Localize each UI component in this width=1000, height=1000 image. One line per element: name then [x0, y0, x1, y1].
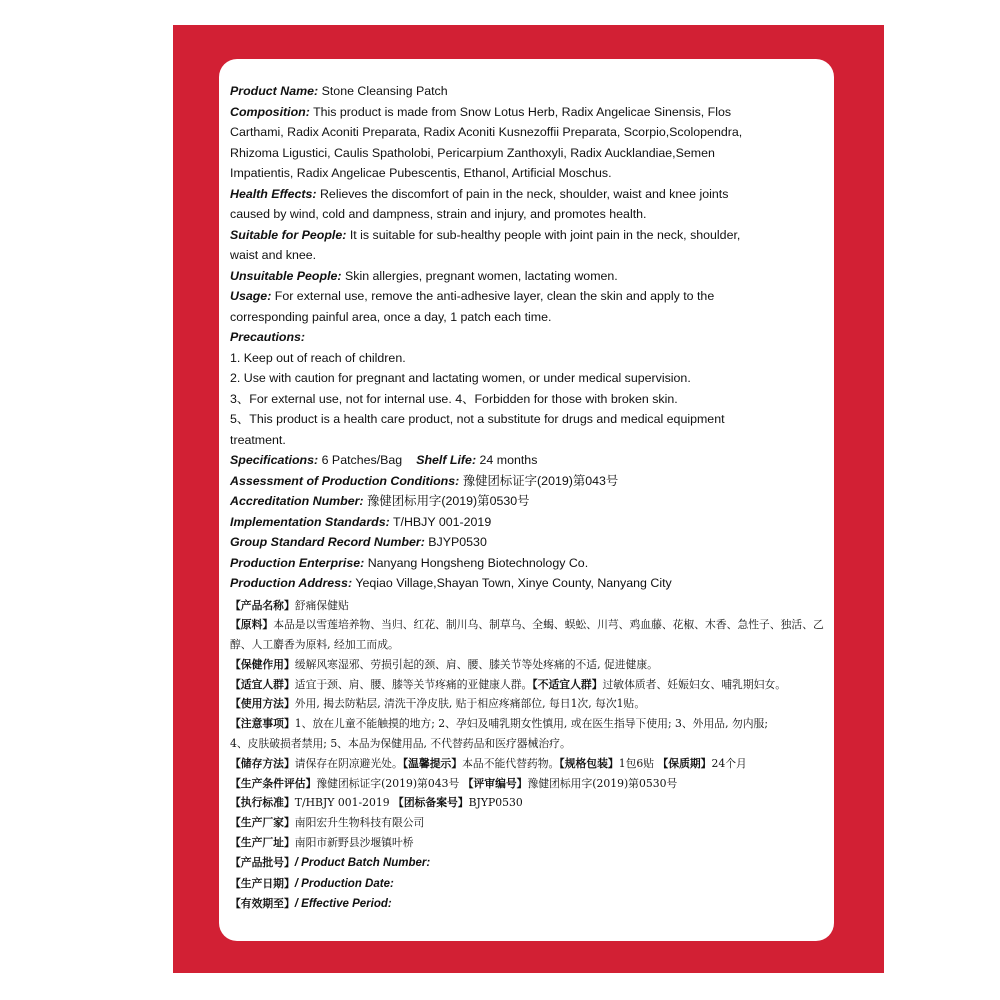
suitable-people-line: waist and knee.	[230, 248, 317, 262]
product-name: Product Name: Stone Cleansing Patch	[230, 84, 448, 98]
suitable-people: Suitable for People: It is suitable for sub-healthy people with joint pain in the neck, shoulder,	[230, 227, 741, 242]
composition-line: Carthami, Radix Aconiti Preparata, Radix Aconiti Kusnezoffii Preparata, Scorpio,Scolopendra,	[230, 125, 743, 139]
zh-production-date: 【生产日期】/ Production Date:	[230, 876, 394, 890]
composition-line: Impatientis, Radix Angelicae Pubescentis, Ethanol, Artificial Moschus.	[230, 166, 612, 180]
production-enterprise: Production Enterprise: Nanyang Hongsheng Biotechnology Co.	[230, 555, 589, 570]
zh-suitable: 【适宜人群】适宜于颈、肩、腰、膝等关节疼痛的亚健康人群。【不适宜人群】过敏体质者、妊娠妇女、哺乳期妇女。	[230, 677, 787, 691]
production-address: Production Address: Yeqiao Village,Shayan Town, Xinye County, Nanyang City	[230, 576, 672, 590]
zh-usage: 【使用方法】外用, 揭去防粘层, 清洗干净皮肤, 贴于相应疼痛部位, 每日1次, 每次1贴。	[230, 697, 646, 711]
health-effects-line: caused by wind, cold and dampness, strain and injury, and promotes health.	[230, 207, 647, 221]
zh-precautions: 【注意事项】1、放在儿童不能触摸的地方; 2、孕妇及哺乳期女性慎用, 或在医生指导下使用; 3、外用品, 勿内服;	[230, 717, 768, 731]
zh-assessment: 【生产条件评估】豫健团标证字(2019)第043号 【评审编号】豫健团标用字(2019)第0530号	[230, 776, 678, 790]
precautions-heading: Precautions:	[230, 330, 306, 344]
chinese-section	[230, 596, 824, 916]
zh-ingredients-line: 醇、人工麝香为原料, 经加工而成。	[230, 638, 399, 652]
implementation-standards: Implementation Standards: T/HBJY 001-2019	[230, 514, 492, 529]
zh-batch-number: 【产品批号】/ Product Batch Number:	[230, 855, 431, 869]
zh-manufacturer: 【生产厂家】南阳宏升生物科技有限公司	[230, 816, 425, 830]
usage-line: corresponding painful area, once a day, 1 patch each time.	[230, 309, 552, 324]
usage: Usage: For external use, remove the anti-adhesive layer, clean the skin and apply to the	[230, 289, 715, 303]
unsuitable-people: Unsuitable People: Skin allergies, pregnant women, lactating women.	[230, 268, 618, 283]
composition: Composition: This product is made from Snow Lotus Herb, Radix Angelicae Sinensis, Flos	[230, 104, 732, 119]
composition-line: Rhizoma Ligustici, Caulis Spatholobi, Pericarpium Zanthoxyli, Radix Aucklandiae,Semen	[230, 145, 715, 160]
precaution-item: 3、For external use, not for internal use. 4、Forbidden for those with broken skin.	[230, 391, 678, 406]
zh-standard: 【执行标准】T/HBJY 001-2019 【团标备案号】BJYP0530	[230, 796, 523, 810]
precaution-item: treatment.	[230, 432, 286, 447]
specifications: Specifications: 6 Patches/Bag Shelf Life: 24 months	[230, 453, 538, 467]
shelf-life-value: 24 months	[479, 453, 538, 467]
shelf-life-label: Shelf Life:	[416, 453, 477, 467]
zh-expiry: 【有效期至】/ Effective Period:	[230, 897, 392, 911]
zh-precautions-line: 4、皮肤破损者禁用; 5、本品为保健用品, 不代替药品和医疗器械治疗。	[230, 737, 571, 751]
group-standard: Group Standard Record Number: BJYP0530	[230, 535, 487, 549]
label-content	[230, 81, 824, 915]
precaution-item: 1. Keep out of reach of children.	[230, 350, 406, 365]
zh-ingredients: 【原料】本品是以雪莲培养物、当归、红花、制川乌、制草乌、全蝎、蜈蚣、川芎、鸡血藤、花椒、木香、急性子、独活、乙	[230, 618, 824, 632]
assessment: Assessment of Production Conditions: 豫健团标证字(2019)第043号	[230, 473, 619, 488]
zh-address: 【生产厂址】南阳市新野县沙堰镇叶桥	[230, 836, 414, 850]
precaution-item: 2. Use with caution for pregnant and lactating women, or under medical supervision.	[230, 371, 691, 385]
zh-effects: 【保健作用】缓解风寒湿邪、劳损引起的颈、肩、腰、膝关节等处疼痛的不适, 促进健康。	[230, 657, 658, 671]
zh-storage: 【储存方法】请保存在阴凉避光处。【温馨提示】本品不能代替药物。【规格包装】1包6贴 【保质期】24个月	[230, 756, 747, 770]
zh-product-name: 【产品名称】舒痛保健贴	[230, 598, 349, 612]
accreditation: Accreditation Number: 豫健团标用字(2019)第0530号	[230, 494, 530, 508]
health-effects: Health Effects: Relieves the discomfort of pain in the neck, shoulder, waist and knee joints	[230, 186, 729, 201]
precaution-item: 5、This product is a health care product, not a substitute for drugs and medical equipment	[230, 412, 725, 426]
